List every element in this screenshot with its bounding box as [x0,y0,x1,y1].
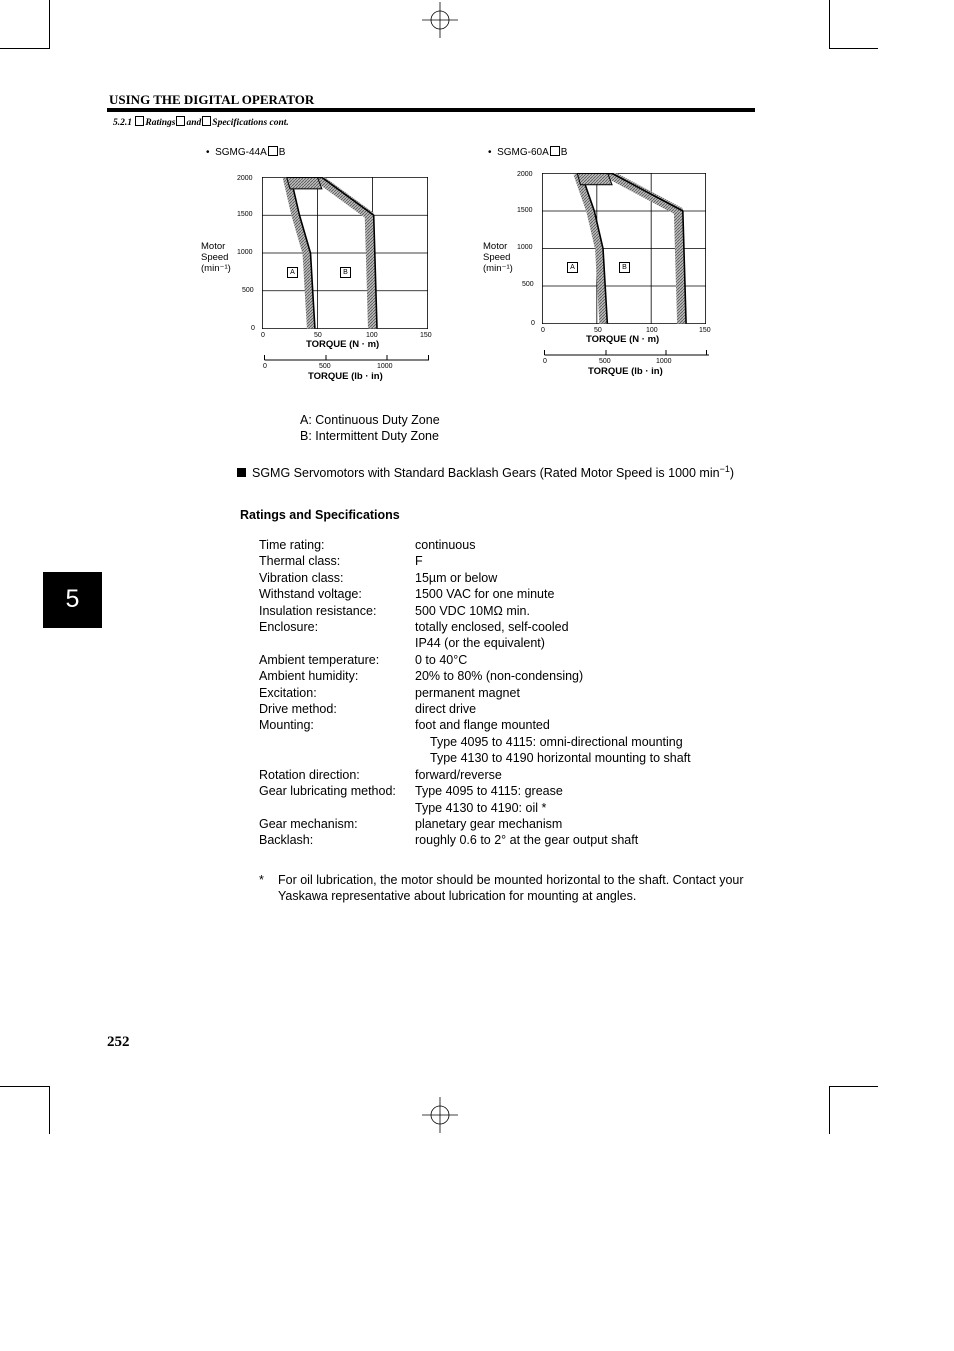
spec-value: 500 VDC 10MΩ min. [415,603,530,618]
spec-row [259,603,691,619]
x-axis-label-nm: TORQUE (N · m) [586,334,660,345]
y-tick: 2000 [237,175,253,182]
spec-value: forward/reverse [415,767,502,782]
x-tick: 50 [594,327,602,334]
spec-value: Type 4095 to 4115: grease [415,784,563,799]
spec-value: permanent magnet [415,685,520,700]
spec-value: direct drive [415,702,477,717]
spec-value: IP44 (or the equivalent) [415,636,545,651]
spec-row [259,619,691,635]
spec-value: totally enclosed, self-cooled [415,620,569,635]
lbin-axis [264,355,430,365]
chart-title: • SGMG-60A B [488,147,568,158]
x2-tick: 0 [263,363,267,370]
spec-row [259,668,691,684]
spec-row [259,816,691,832]
chapter-tab: 5 [43,572,102,628]
spec-row [259,734,691,750]
spec-value: foot and flange mounted [415,718,550,733]
x2-tick: 500 [599,358,611,365]
spec-label: Enclosure: [259,620,319,635]
y-tick: 500 [242,287,254,294]
x-tick: 100 [646,327,658,334]
registration-mark-bottom-icon [420,1097,460,1133]
spec-row [259,717,691,733]
plot-area [542,173,706,324]
spec-value: 0 to 40°C [415,652,468,667]
spec-value: F [415,554,423,569]
spec-row [259,800,691,816]
section-heading: SGMG Servomotors with Standard Backlash Gears (Rated Motor Speed is 1000 $\min^{-1}$) [237,464,734,480]
spec-list [259,537,691,849]
zone-a-label: A [287,267,298,278]
spec-label [259,635,415,651]
y-tick: 1000 [517,244,533,251]
lbin-axis [544,350,710,360]
spec-label: Thermal class: [259,554,341,569]
spec-row [259,652,691,668]
spec-row [259,767,691,783]
spec-row [259,685,691,701]
spec-value: Type 4130 to 4190 horizontal mounting to shaft [430,751,691,766]
spec-label: Insulation resistance: [259,603,377,618]
spec-label: Drive method: [259,702,337,717]
spec-value: 15µm or below [415,570,498,585]
spec-label: Ambient humidity: [259,669,359,684]
y-tick: 0 [531,320,535,327]
spec-label: Vibration class: [259,570,344,585]
ratings-title: Ratings and Specifications [240,508,400,522]
spec-label: Ambient temperature: [259,652,380,667]
spec-row [259,750,691,766]
footnote [259,872,759,905]
x-tick: 50 [314,332,322,339]
zone-b-label: B [619,262,630,273]
spec-label: Mounting: [259,718,314,733]
spec-row [259,570,691,586]
x2-tick: 1000 [656,358,672,365]
spec-label: Backlash: [259,833,314,848]
x-tick: 0 [261,332,265,339]
legend-b: B: Intermittent Duty Zone [300,429,439,443]
spec-value: Type 4130 to 4190: oil * [415,800,547,815]
spec-label: Gear lubricating method: [259,784,396,799]
y-tick: 2000 [517,171,533,178]
spec-value: continuous [415,538,476,552]
top-speed-band [287,178,322,189]
spec-row [259,701,691,717]
x-axis-label-nm: TORQUE (N · m) [306,339,380,350]
spec-value: roughly 0.6 to 2° at the gear output shaft [415,833,639,848]
spec-label [259,800,415,816]
plot-area [262,177,428,329]
x2-tick: 500 [319,363,331,370]
y-tick: 500 [522,281,534,288]
page-number: 252 [107,1034,130,1050]
x-tick: 150 [420,332,432,339]
header-rule [107,108,755,112]
x2-tick: 0 [543,358,547,365]
spec-row [259,586,691,602]
x-axis-label-lbin: TORQUE (lb · in) [308,371,383,382]
spec-row [259,832,691,848]
spec-value: 1500 VAC for one minute [415,587,555,602]
spec-label: Time rating: [259,538,325,552]
chart-sgmg-44a [200,140,460,390]
subsection-breadcrumb: 5.2.1 Ratings and Specifications cont. [113,118,289,128]
x-tick: 150 [699,327,711,334]
registration-mark-top-icon [420,2,460,38]
top-speed-band [577,174,612,185]
zone-a-label: A [567,262,578,273]
spec-label: Excitation: [259,685,317,700]
x-axis-label-lbin: TORQUE (lb · in) [588,366,663,377]
spec-label [259,750,415,766]
y-axis-label: Motor Speed (min⁻¹) [483,241,513,274]
spec-value: 20% to 80% (non-condensing) [415,669,584,684]
spec-row [259,537,691,553]
footnote-marker: * [259,873,264,887]
spec-label: Withstand voltage: [259,587,362,602]
bullet-square-icon [237,468,246,477]
spec-value: Type 4095 to 4115: omni-directional mounting [430,734,683,749]
spec-label: Gear mechanism: [259,816,358,831]
chart-sgmg-60a [482,140,742,390]
x2-tick: 1000 [377,363,393,370]
spec-value: planetary gear mechanism [415,816,563,831]
chart-title: • SGMG-44A B [206,147,286,158]
y-tick: 0 [251,325,255,332]
y-tick: 1500 [517,207,533,214]
legend-a: A: Continuous Duty Zone [300,413,440,427]
running-header: USING THE DIGITAL OPERATOR [109,92,315,107]
y-tick: 1000 [237,249,253,256]
zone-b-label: B [340,267,351,278]
spec-label [259,734,415,750]
spec-row [259,553,691,569]
spec-row [259,783,691,799]
zone-legend [300,412,440,444]
spec-row [259,635,691,651]
footnote-text: For oil lubrication, the motor should be mounted horizontal to the shaft. Contact your Yaskawa representative about lubrication for mounting at angles. [278,873,744,904]
y-tick: 1500 [237,211,253,218]
spec-label: Rotation direction: [259,767,360,782]
x-tick: 100 [366,332,378,339]
y-axis-label: Motor Speed (min⁻¹) [201,241,231,274]
x-tick: 0 [541,327,545,334]
